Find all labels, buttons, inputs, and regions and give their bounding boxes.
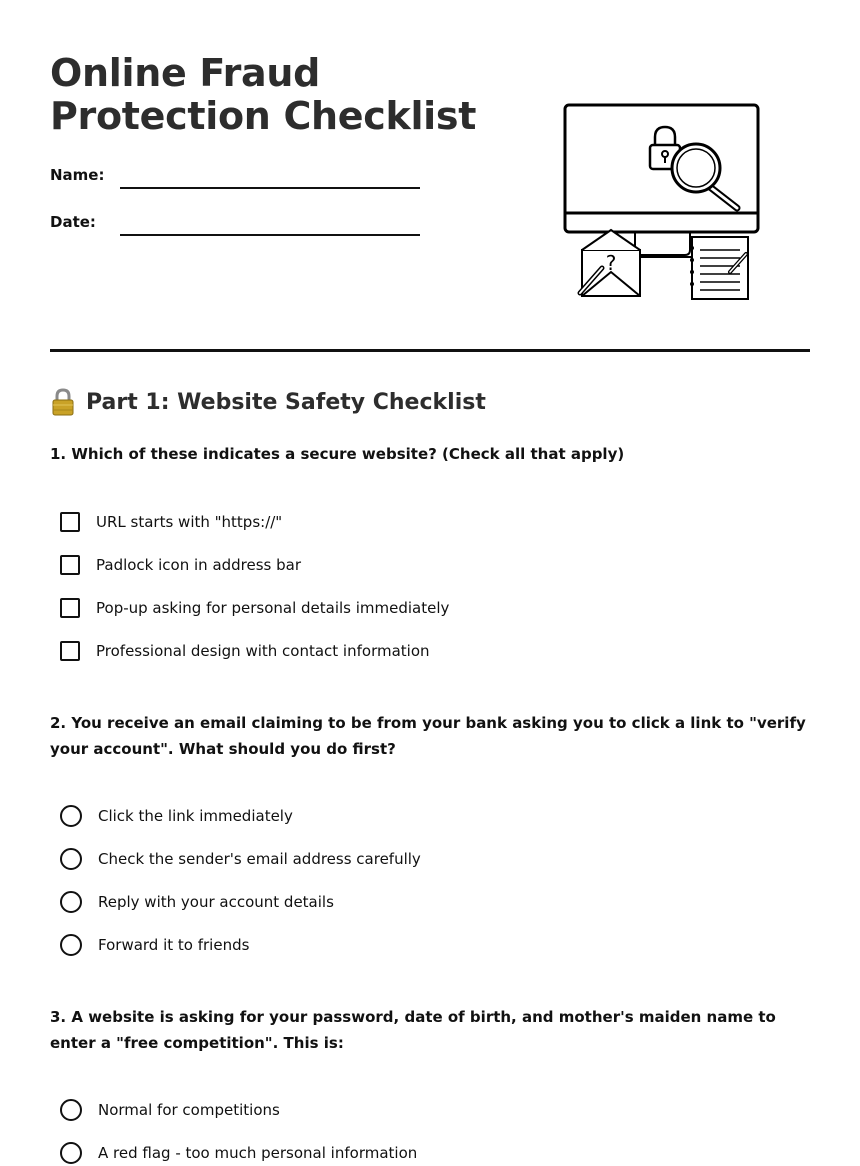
radio-button[interactable] — [60, 934, 82, 956]
svg-text:?: ? — [605, 251, 617, 275]
option-label: Padlock icon in address bar — [96, 556, 302, 574]
padlock-icon — [50, 388, 76, 416]
q1-option-2[interactable] — [60, 552, 301, 578]
q1-option-3[interactable] — [60, 595, 449, 621]
radio-button[interactable] — [60, 848, 82, 870]
option-label: Forward it to friends — [98, 936, 250, 954]
q3-option-2[interactable] — [60, 1140, 417, 1166]
option-label: Normal for competitions — [98, 1101, 280, 1119]
radio-button[interactable] — [60, 805, 82, 827]
question-1: 1. Which of these indicates a secure website? (Check all that apply) — [50, 445, 625, 463]
option-label: URL starts with "https://" — [96, 513, 283, 531]
name-input-line[interactable] — [120, 187, 420, 189]
option-label: Check the sender's email address carefully — [98, 850, 421, 868]
header-divider — [50, 349, 810, 352]
fraud-illustration — [560, 100, 770, 305]
q2-option-2[interactable] — [60, 846, 421, 872]
worksheet-title: Online Fraud Protection Checklist — [50, 51, 477, 138]
q1-option-4[interactable] — [60, 638, 430, 664]
section-title-text: Part 1: Website Safety Checklist — [86, 389, 486, 415]
question-2: 2. You receive an email claiming to be from your bank asking you to click a link to "verify your account". What should you do first? — [50, 714, 806, 758]
name-label: Name: — [50, 166, 105, 184]
option-label: Reply with your account details — [98, 893, 334, 911]
envelope-question-icon — [582, 230, 640, 296]
section-title — [50, 388, 486, 416]
checkbox[interactable] — [60, 641, 80, 661]
q2-option-3[interactable] — [60, 889, 334, 915]
q1-option-1[interactable] — [60, 509, 282, 535]
checkbox[interactable] — [60, 555, 80, 575]
radio-button[interactable] — [60, 1099, 82, 1121]
date-input-line[interactable] — [120, 234, 420, 236]
q3-option-1[interactable] — [60, 1097, 280, 1123]
option-label: Click the link immediately — [98, 807, 293, 825]
option-label: Professional design with contact information — [96, 642, 430, 660]
date-label: Date: — [50, 213, 96, 231]
q2-option-1[interactable] — [60, 803, 293, 829]
checkbox[interactable] — [60, 598, 80, 618]
question-3: 3. A website is asking for your password, date of birth, and mother's maiden name to enter a "free competition". This is: — [50, 1008, 776, 1052]
option-label: A red flag - too much personal information — [98, 1144, 418, 1162]
checkbox[interactable] — [60, 512, 80, 532]
notepad-icon — [690, 237, 748, 299]
radio-button[interactable] — [60, 891, 82, 913]
option-label: Pop-up asking for personal details immediately — [96, 599, 450, 617]
q2-option-4[interactable] — [60, 932, 249, 958]
